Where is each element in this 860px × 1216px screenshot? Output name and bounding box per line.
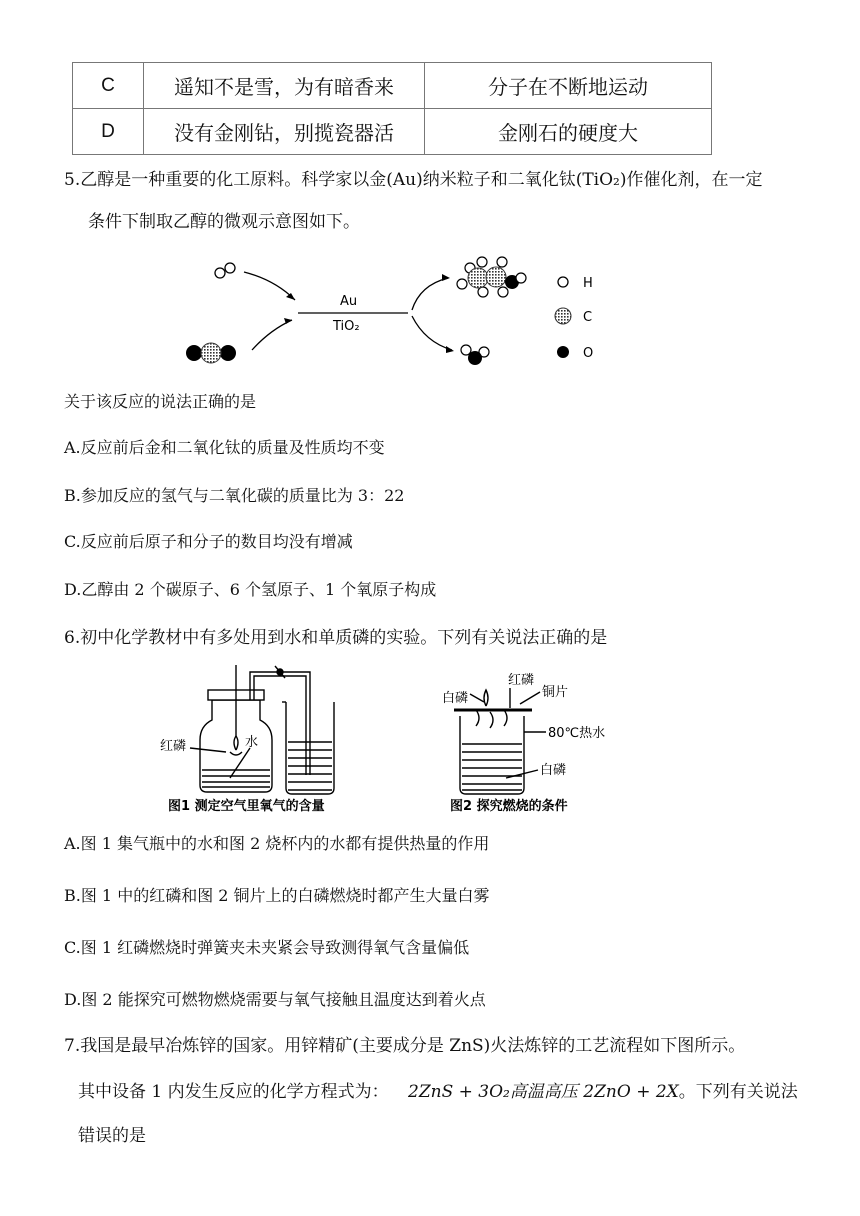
- table-row: [73, 63, 712, 109]
- q7-stem-line1: 7.我国是最早冶炼锌的国家。用锌精矿(主要成分是 ZnS)火法炼锌的工艺流程如下图所示。: [64, 1036, 746, 1056]
- ethanol-molecule: [457, 257, 526, 297]
- q7-stem-line2-pre: 其中设备 1 内发生反应的化学方程式为：: [78, 1082, 389, 1102]
- q6-option-d: D.图 2 能探究可燃物燃烧需要与氧气接触且温度达到着火点: [64, 990, 486, 1009]
- water-molecule: [461, 345, 489, 365]
- q5-option-b: B.参加反应的氢气与二氧化碳的质量比为 3：22: [64, 486, 405, 505]
- table-cell-poem: 遥知不是雪，为有暗香来: [144, 63, 425, 109]
- hydrogen-molecule: [215, 263, 235, 278]
- q6-option-b: B.图 1 中的红磷和图 2 铜片上的白磷燃烧时都产生大量白雾: [64, 886, 490, 905]
- legend-h-label: H: [583, 276, 593, 291]
- q7-stem-line2: [78, 1080, 798, 1104]
- q6-stem: 6.初中化学教材中有多处用到水和单质磷的实验。下列有关说法正确的是: [64, 628, 608, 648]
- q7-stem-line2-post: 。下列有关说法: [678, 1082, 798, 1102]
- fig2-caption: 图2 探究燃烧的条件: [450, 799, 568, 814]
- fig2-copper-label: 铜片: [542, 685, 569, 700]
- legend-o-label: O: [583, 346, 594, 361]
- catalyst-tio2: TiO₂: [333, 319, 360, 334]
- q7-chemical-equation: 2ZnS + 3O₂高温高压 2ZnO + 2X: [408, 1082, 679, 1102]
- q5-stem-line1: 5.乙醇是一种重要的化工原料。科学家以金(Au)纳米粒子和二氧化钛(TiO₂)作催化剂，在一定: [64, 170, 763, 190]
- fig2-white-phosphorus-top-label: 白磷: [442, 691, 469, 706]
- table-row: [73, 109, 712, 155]
- q5-stem-line2: 条件下制取乙醇的微观示意图如下。: [88, 212, 360, 232]
- fig1-water-label: 水: [245, 735, 259, 750]
- answer-table: [72, 62, 712, 155]
- atom-legend: [555, 276, 593, 361]
- arrow-in-bottom: [252, 320, 292, 350]
- table-cell-letter: C: [73, 63, 144, 109]
- carbon-dioxide-molecule: [186, 343, 236, 363]
- arrow-out-bottom: [412, 316, 452, 350]
- fig2-white-phosphorus-bottom-label: 白磷: [540, 763, 567, 778]
- table-cell-letter: D: [73, 109, 144, 155]
- phosphorus-experiment-figures: [160, 660, 620, 820]
- q5-option-c: C.反应前后原子和分子的数目均没有增减: [64, 532, 353, 551]
- q5-option-a: A.反应前后金和二氧化钛的质量及性质均不变: [64, 438, 385, 457]
- table-cell-explanation: 分子在不断地运动: [425, 63, 712, 109]
- fig2-hot-water-label: 80℃热水: [548, 726, 606, 741]
- legend-c-label: C: [583, 310, 593, 325]
- arrow-out-top: [412, 278, 448, 310]
- table-cell-explanation: 金刚石的硬度大: [425, 109, 712, 155]
- q5-prompt: 关于该反应的说法正确的是: [64, 392, 257, 411]
- q6-option-a: A.图 1 集气瓶中的水和图 2 烧杯内的水都有提供热量的作用: [64, 834, 490, 853]
- q7-stem-line3: 错误的是: [78, 1126, 146, 1146]
- arrow-in-top: [244, 272, 295, 300]
- catalyst-au: Au: [340, 294, 358, 309]
- q6-option-c: C.图 1 红磷燃烧时弹簧夹未夹紧会导致测得氧气含量偏低: [64, 938, 470, 957]
- fig2-red-phosphorus-label: 红磷: [508, 673, 535, 688]
- ethanol-reaction-diagram: [180, 250, 620, 380]
- figure1-oxygen-content-apparatus: [190, 665, 334, 794]
- table-cell-poem: 没有金刚钻，别揽瓷器活: [144, 109, 425, 155]
- q5-option-d: D.乙醇由 2 个碳原子、6 个氢原子、1 个氧原子构成: [64, 580, 437, 599]
- fig1-red-phosphorus-label: 红磷: [160, 739, 187, 754]
- fig1-caption: 图1 测定空气里氧气的含量: [168, 799, 325, 814]
